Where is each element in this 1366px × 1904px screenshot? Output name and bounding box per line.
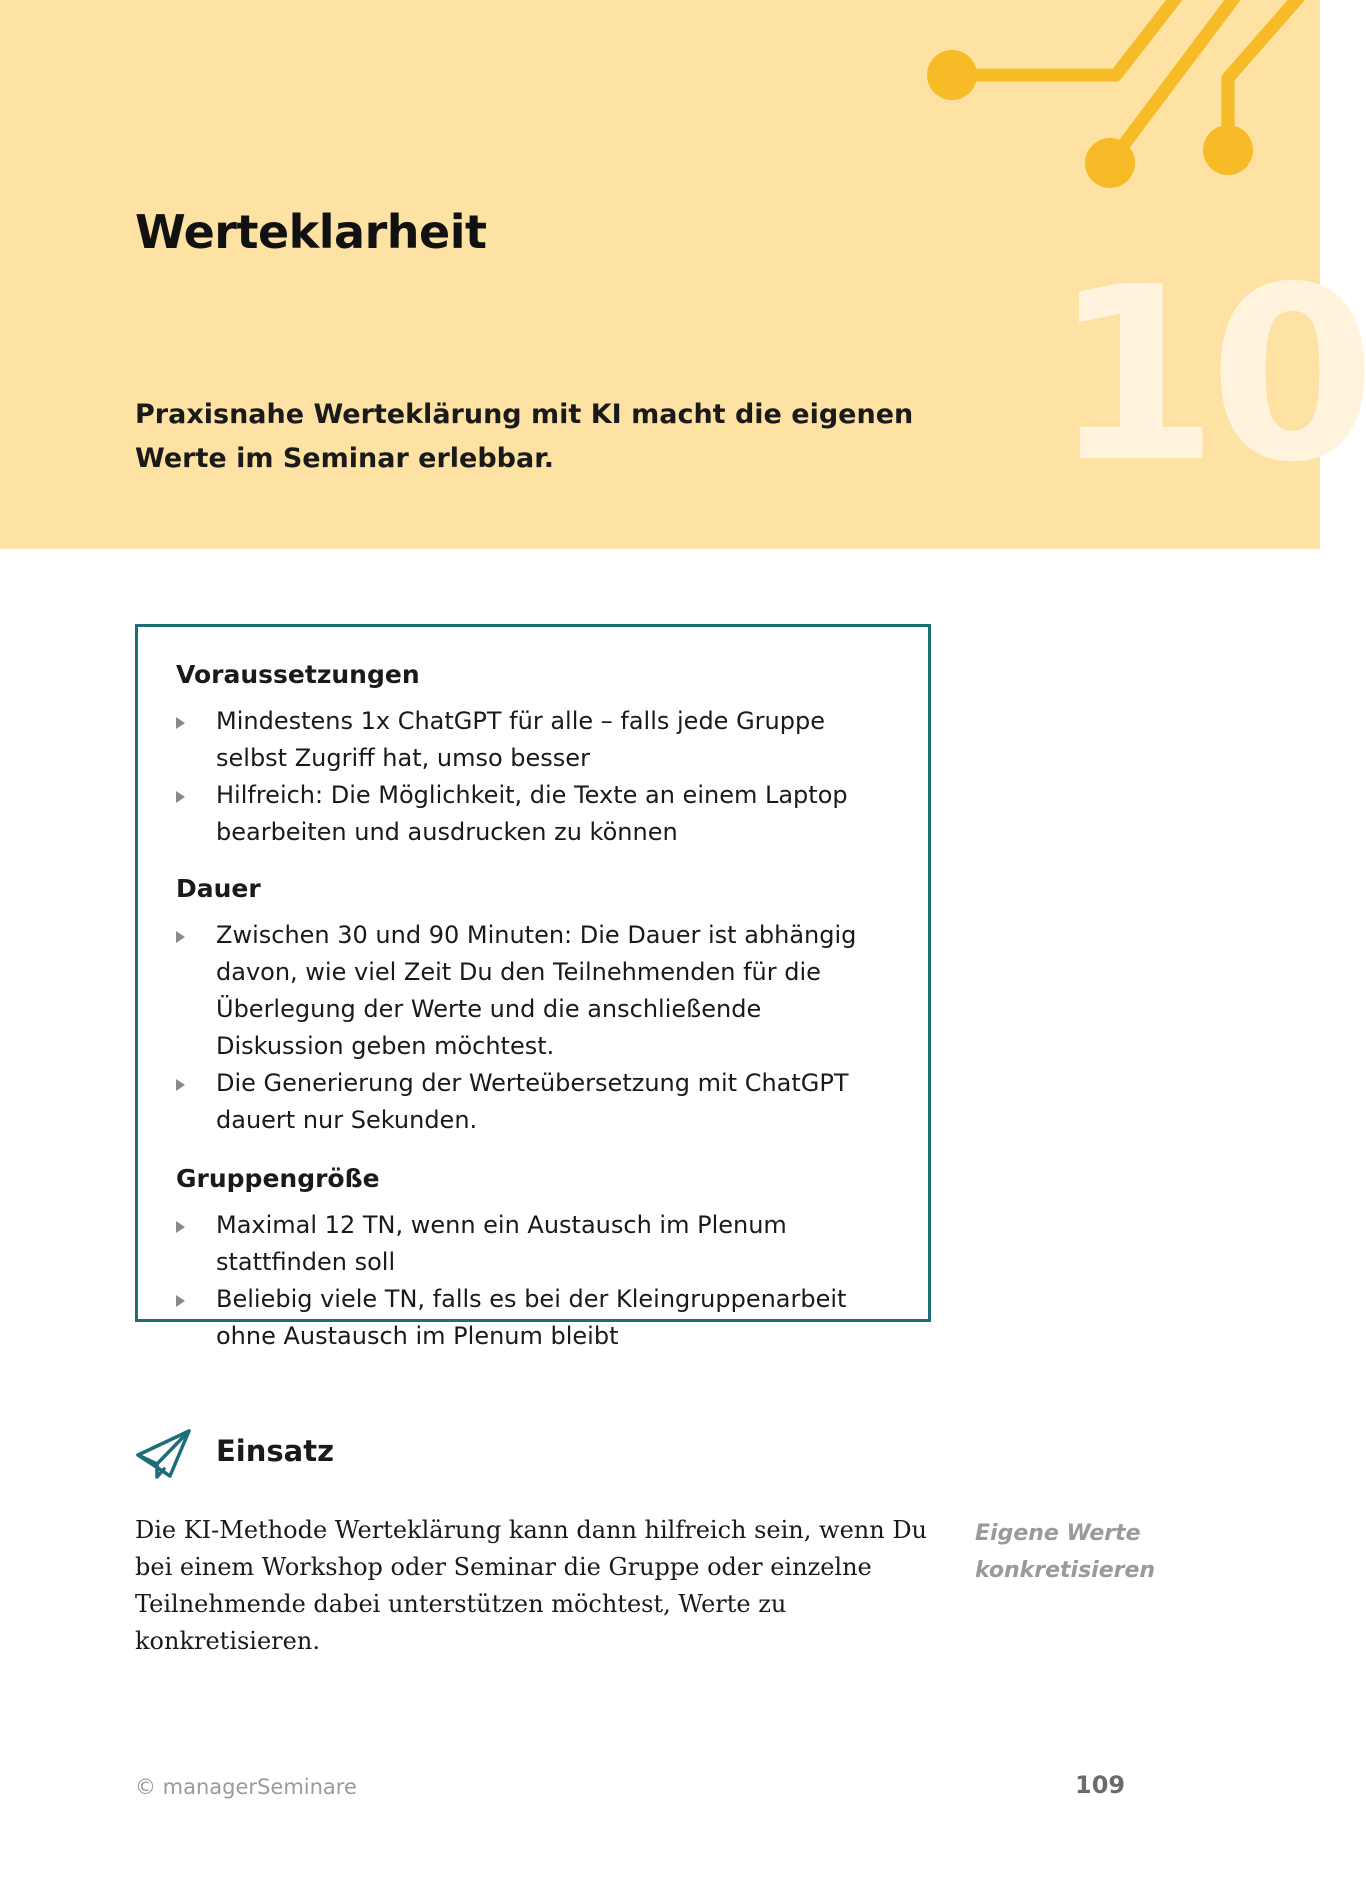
paper-plane-icon <box>135 1428 193 1480</box>
page-subtitle: Praxisnahe Werteklärung mit KI macht die eigenen Werte im Seminar erlebbar. <box>135 399 914 474</box>
bullet-icon <box>176 791 185 803</box>
list-gruppengroesse <box>176 1207 892 1355</box>
section-heading-voraussetzungen: Voraussetzungen <box>176 660 420 689</box>
list-item: Beliebig viele TN, falls es bei der Kleingruppenarbeit ohne Austausch im Plenum bleibt <box>176 1281 892 1355</box>
bullet-icon <box>176 1295 185 1307</box>
footer-copyright: © managerSeminare <box>135 1775 357 1799</box>
margin-note: Eigene Werte konkretisieren <box>975 1521 1156 1583</box>
section-heading-dauer: Dauer <box>176 874 261 903</box>
page-title: Werteklarheit <box>135 205 487 259</box>
einsatz-heading: Einsatz <box>216 1434 334 1468</box>
requirements-box <box>135 624 931 1350</box>
section-heading-gruppengroesse: Gruppengröße <box>176 1164 380 1193</box>
list-item: Hilfreich: Die Möglichkeit, die Texte an einem Laptop bearbeiten und ausdrucken zu können <box>176 777 892 851</box>
bullet-icon <box>176 931 185 943</box>
page-number: 109 <box>1075 1771 1126 1799</box>
bullet-icon <box>176 717 185 729</box>
list-item: Die Generierung der Werteübersetzung mit ChatGPT dauert nur Sekunden. <box>176 1065 892 1139</box>
list-dauer <box>176 917 892 1139</box>
list-item: Zwischen 30 und 90 Minuten: Die Dauer ist abhängig davon, wie viel Zeit Du den Teilnehmenden für die Überlegung der Werte und die anschließende Diskussion geben möchtest. <box>176 917 892 1065</box>
bullet-icon <box>176 1221 185 1233</box>
list-item: Mindestens 1x ChatGPT für alle – falls jede Gruppe selbst Zugriff hat, umso besser <box>176 703 892 777</box>
einsatz-text: Die KI-Methode Werteklärung kann dann hilfreich sein, wenn Du bei einem Workshop oder Seminar die Gruppe oder einzelne Teilnehmende dabei unterstützen möchtest, Werte zu konkretisieren. <box>135 1516 928 1655</box>
chapter-number: 10 <box>1052 235 1366 515</box>
list-item: Maximal 12 TN, wenn ein Austausch im Plenum stattfinden soll <box>176 1207 892 1281</box>
bullet-icon <box>176 1079 185 1091</box>
chapter-header <box>0 0 1366 549</box>
list-voraussetzungen <box>176 703 892 851</box>
